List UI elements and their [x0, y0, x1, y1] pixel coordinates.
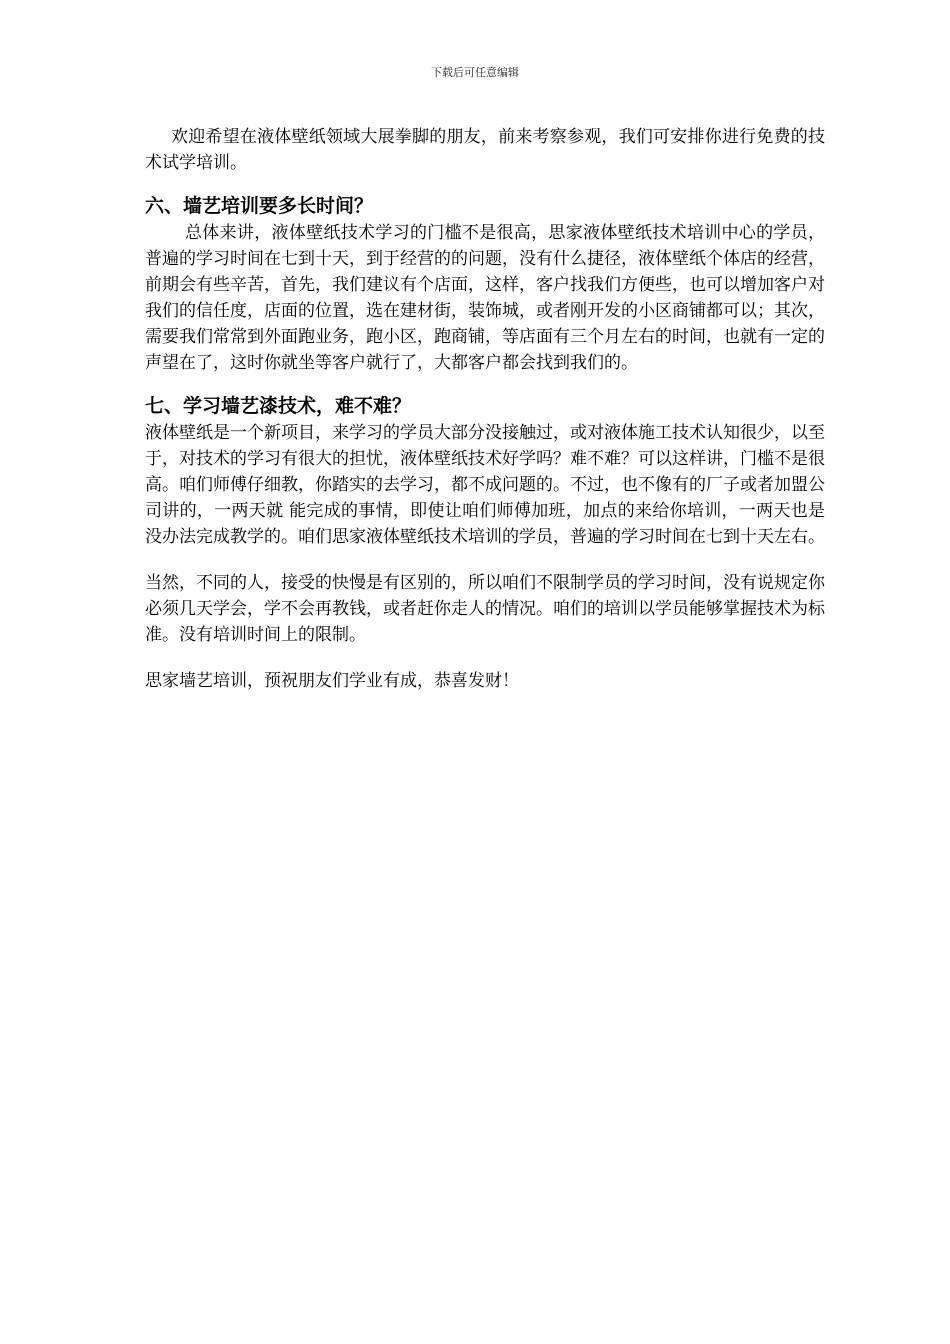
paragraph-gap — [145, 550, 825, 570]
page-header: 下载后可任意编辑 — [431, 66, 519, 79]
section-seven-paragraph-1: 液体壁纸是一个新项目，来学习的学员大部分没接触过，或对液体施工技术认知很少，以至于，对技术的学习有很大的担忧，液体壁纸技术好学吗？难不难？可以这样讲，门槛不是很高。咱们师傅仔细教，你踏实的去学习，都不成问题的。不过，也不像有的厂子或者加盟公司讲的，一两天就 能完成的事情，即使让咱们师傅加班，加点的来给你培训，一两天也是没办法完成教学的。咱们思家液体壁纸技术培训的学员，普遍的学习时间在七到十天左右。 — [145, 423, 825, 547]
closing-paragraph: 思家墙艺培训，预祝朋友们学业有成，恭喜发财！ — [145, 671, 519, 691]
section-seven-paragraph-2: 当然，不同的人，接受的快慢是有区别的，所以咱们不限制学员的学习时间，没有说规定你必须几天学会，学不会再教钱，或者赶你走人的情况。咱们的培训以学员能够掌握技术为标准。没有培训时间上的限制。 — [145, 573, 825, 645]
section-six-heading: 六、墙艺培训要多长时间？ — [145, 195, 374, 217]
section-seven-heading: 七、学习墙艺漆技术，难不难？ — [145, 395, 412, 417]
paragraph-gap — [145, 648, 825, 668]
intro-paragraph: 欢迎希望在液体壁纸领域大展拳脚的朋友，前来考察参观，我们可安排你进行免费的技术试学培训。 — [145, 127, 825, 173]
section-six-paragraph: 总体来讲，液体壁纸技术学习的门槛不是很高，思家液体壁纸技术培训中心的学员，普遍的学习时间在七到十天，到于经营的的问题，没有什么捷径，液体壁纸个体店的经营，前期会有些辛苦，首先，我们建议有个店面，这样，客户找我们方便些，也可以增加客户对我们的信任度，店面的位置，选在建材街，装饰城，或者刚开发的小区商铺都可以；其次，需要我们常常到外面跑业务，跑小区，跑商铺，等店面有三个月左右的时间，也就有一定的声望在了，这时你就坐等客户就行了，大都客户都会找到我们的。 — [145, 223, 825, 373]
document-body — [145, 124, 825, 694]
